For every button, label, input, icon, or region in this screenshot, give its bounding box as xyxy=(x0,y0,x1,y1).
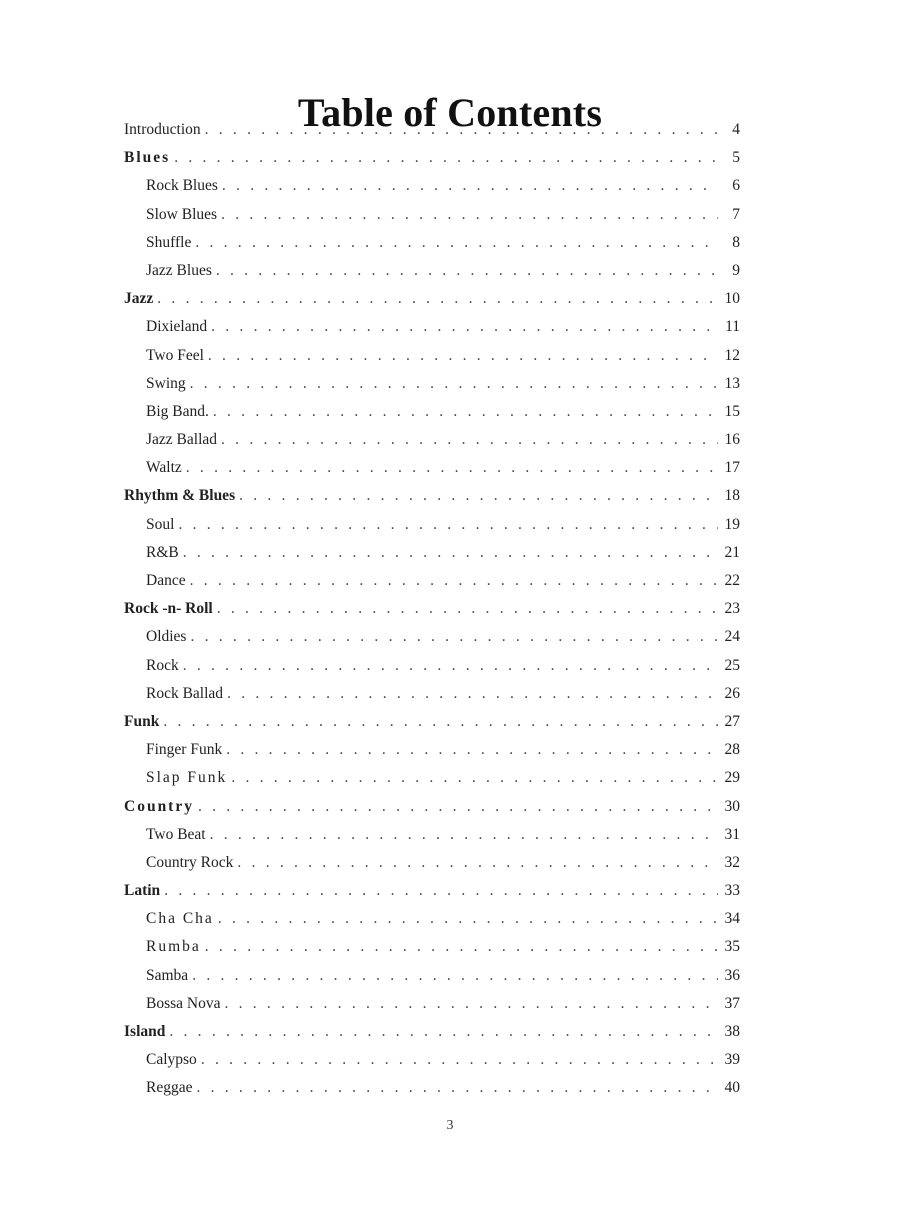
toc-entry-label: Soul xyxy=(146,515,175,533)
dot-leader xyxy=(196,1074,718,1102)
dot-leader xyxy=(221,426,718,454)
dot-leader xyxy=(157,285,718,313)
toc-entry-label: Two Beat xyxy=(146,825,206,843)
dot-leader xyxy=(213,398,718,426)
toc-entry-page: 35 xyxy=(724,938,740,956)
toc-entry-label: Rock -n- Roll xyxy=(124,600,213,618)
toc-subsection-entry xyxy=(124,229,740,257)
dot-leader xyxy=(217,595,718,623)
dot-leader xyxy=(221,201,718,229)
toc-entry-page: 19 xyxy=(724,515,740,533)
dot-leader xyxy=(222,172,718,200)
toc-section-entry xyxy=(124,144,740,172)
toc-entry-page: 26 xyxy=(724,684,740,702)
dot-leader xyxy=(237,849,718,877)
dot-leader xyxy=(163,708,718,736)
toc-subsection-entry xyxy=(124,370,740,398)
toc-section-entry xyxy=(124,595,740,623)
toc-entry-page: 25 xyxy=(724,656,740,674)
toc-section-entry xyxy=(124,116,740,144)
toc-subsection-entry xyxy=(124,172,740,200)
dot-leader xyxy=(198,793,718,821)
toc-section-entry xyxy=(124,285,740,313)
toc-subsection-entry xyxy=(124,511,740,539)
toc-subsection-entry xyxy=(124,454,740,482)
dot-leader xyxy=(183,539,718,567)
dot-leader xyxy=(201,1046,718,1074)
toc-entry-page: 5 xyxy=(732,149,740,167)
toc-entry-page: 22 xyxy=(724,572,740,589)
dot-leader xyxy=(190,623,718,651)
toc-entry-page: 7 xyxy=(732,205,740,223)
dot-leader xyxy=(190,567,718,595)
dot-leader xyxy=(224,990,718,1018)
toc-entry-label: Rhythm & Blues xyxy=(124,487,236,505)
toc-entry-label: Dixieland xyxy=(146,318,208,336)
toc-entry-label: Samba xyxy=(146,966,189,984)
toc-entry-page: 9 xyxy=(732,261,740,279)
toc-entry-page: 29 xyxy=(724,769,740,787)
dot-leader xyxy=(169,1018,718,1046)
toc-entry-label: Slow Blues xyxy=(146,205,218,223)
toc-subsection-entry xyxy=(124,680,740,708)
toc-entry-label: Jazz Ballad xyxy=(146,431,218,449)
toc-entry-page: 18 xyxy=(724,487,740,505)
page-number: 3 xyxy=(446,1118,454,1133)
toc-entry-label: Rock Blues xyxy=(146,177,218,195)
toc-entry-label: Big Band. xyxy=(146,402,209,420)
dot-leader xyxy=(205,933,718,961)
dot-leader xyxy=(216,257,718,285)
toc-subsection-entry xyxy=(124,821,740,849)
toc-entry-label: Reggae xyxy=(146,1079,193,1097)
toc-section-entry xyxy=(124,708,740,736)
dot-leader xyxy=(210,821,718,849)
dot-leader xyxy=(164,877,718,905)
toc-entry-label: Swing xyxy=(146,374,186,392)
toc-entry-label: Rock xyxy=(146,656,179,674)
toc-entry-page: 38 xyxy=(724,1023,740,1040)
toc-entry-page: 40 xyxy=(724,1079,740,1097)
toc-subsection-entry xyxy=(124,933,740,961)
toc-entry-page: 11 xyxy=(725,318,740,336)
toc-entry-label: Waltz xyxy=(146,459,182,477)
toc-subsection-entry xyxy=(124,1074,740,1102)
dot-leader xyxy=(186,454,718,482)
toc-section-entry xyxy=(124,793,740,821)
page-title: Table of Contents xyxy=(297,89,603,135)
toc-entry-page: 10 xyxy=(724,290,740,308)
toc-entry-page: 16 xyxy=(724,431,740,449)
dot-leader xyxy=(174,144,718,172)
toc-entry-label: Finger Funk xyxy=(146,741,223,759)
toc-section-entry xyxy=(124,482,740,510)
dot-leader xyxy=(226,736,718,764)
toc-entry-page: 33 xyxy=(724,882,740,900)
toc-entry-label: Blues xyxy=(124,149,171,167)
toc-entry-label: Calypso xyxy=(146,1051,197,1069)
toc-entry-page: 27 xyxy=(724,712,740,730)
toc-entry-label: Country Rock xyxy=(146,853,234,871)
toc-entry-page: 31 xyxy=(724,825,740,843)
toc-subsection-entry xyxy=(124,567,740,595)
toc-entry-page: 36 xyxy=(724,966,740,984)
toc-entry-label: Shuffle xyxy=(146,233,192,251)
toc-subsection-entry xyxy=(124,426,740,454)
toc-entry-page: 15 xyxy=(724,402,740,420)
dot-leader xyxy=(211,313,718,341)
dot-leader xyxy=(190,370,718,398)
dot-leader xyxy=(205,116,718,144)
dot-leader xyxy=(208,342,718,370)
toc-entry-label: R&B xyxy=(146,543,179,561)
dot-leader xyxy=(192,962,718,990)
toc-subsection-entry xyxy=(124,962,740,990)
toc-entry-label: Slap Funk xyxy=(146,769,228,787)
table-of-contents xyxy=(124,116,740,1103)
toc-subsection-entry xyxy=(124,990,740,1018)
toc-subsection-entry xyxy=(124,257,740,285)
dot-leader xyxy=(231,764,718,792)
toc-entry-page: 12 xyxy=(724,346,740,364)
toc-entry-page: 37 xyxy=(724,994,740,1012)
toc-entry-page: 8 xyxy=(732,233,740,251)
toc-subsection-entry xyxy=(124,764,740,792)
toc-entry-page: 13 xyxy=(724,374,740,392)
toc-entry-label: Two Feel xyxy=(146,346,204,364)
dot-leader xyxy=(218,905,718,933)
toc-entry-label: Latin xyxy=(124,882,161,900)
toc-subsection-entry xyxy=(124,313,740,341)
toc-entry-page: 6 xyxy=(732,177,740,195)
toc-entry-label: Funk xyxy=(124,712,160,730)
toc-entry-page: 24 xyxy=(724,628,740,646)
toc-entry-label: Oldies xyxy=(146,628,187,646)
toc-subsection-entry xyxy=(124,652,740,680)
toc-entry-label: Bossa Nova xyxy=(146,994,221,1012)
toc-subsection-entry xyxy=(124,623,740,651)
dot-leader xyxy=(239,482,718,510)
toc-entry-page: 21 xyxy=(724,543,740,561)
toc-entry-label: Rumba xyxy=(146,938,201,956)
toc-subsection-entry xyxy=(124,342,740,370)
toc-entry-label: Rock Ballad xyxy=(146,684,224,702)
toc-subsection-entry xyxy=(124,398,740,426)
toc-entry-label: Jazz xyxy=(124,290,154,308)
toc-section-entry xyxy=(124,1018,740,1046)
dot-leader xyxy=(227,680,718,708)
toc-entry-label: Jazz Blues xyxy=(146,261,212,279)
toc-subsection-entry xyxy=(124,736,740,764)
toc-entry-page: 28 xyxy=(724,741,740,759)
toc-entry-page: 23 xyxy=(724,600,740,618)
toc-entry-page: 34 xyxy=(724,910,740,928)
toc-subsection-entry xyxy=(124,849,740,877)
toc-subsection-entry xyxy=(124,539,740,567)
toc-subsection-entry xyxy=(124,201,740,229)
toc-entry-page: 39 xyxy=(724,1051,740,1069)
toc-entry-page: 30 xyxy=(724,797,740,815)
toc-subsection-entry xyxy=(124,905,740,933)
toc-entry-label: Island xyxy=(124,1023,166,1040)
toc-entry-page: 32 xyxy=(724,853,740,871)
toc-entry-label: Introduction xyxy=(124,121,201,138)
toc-entry-label: Country xyxy=(124,797,194,815)
dot-leader xyxy=(195,229,718,257)
dot-leader xyxy=(178,511,718,539)
dot-leader xyxy=(183,652,718,680)
toc-entry-label: Dance xyxy=(146,572,186,589)
toc-entry-page: 17 xyxy=(724,459,740,477)
toc-entry-label: Cha Cha xyxy=(146,910,214,928)
toc-subsection-entry xyxy=(124,1046,740,1074)
toc-section-entry xyxy=(124,877,740,905)
toc-entry-page: 4 xyxy=(732,121,740,138)
